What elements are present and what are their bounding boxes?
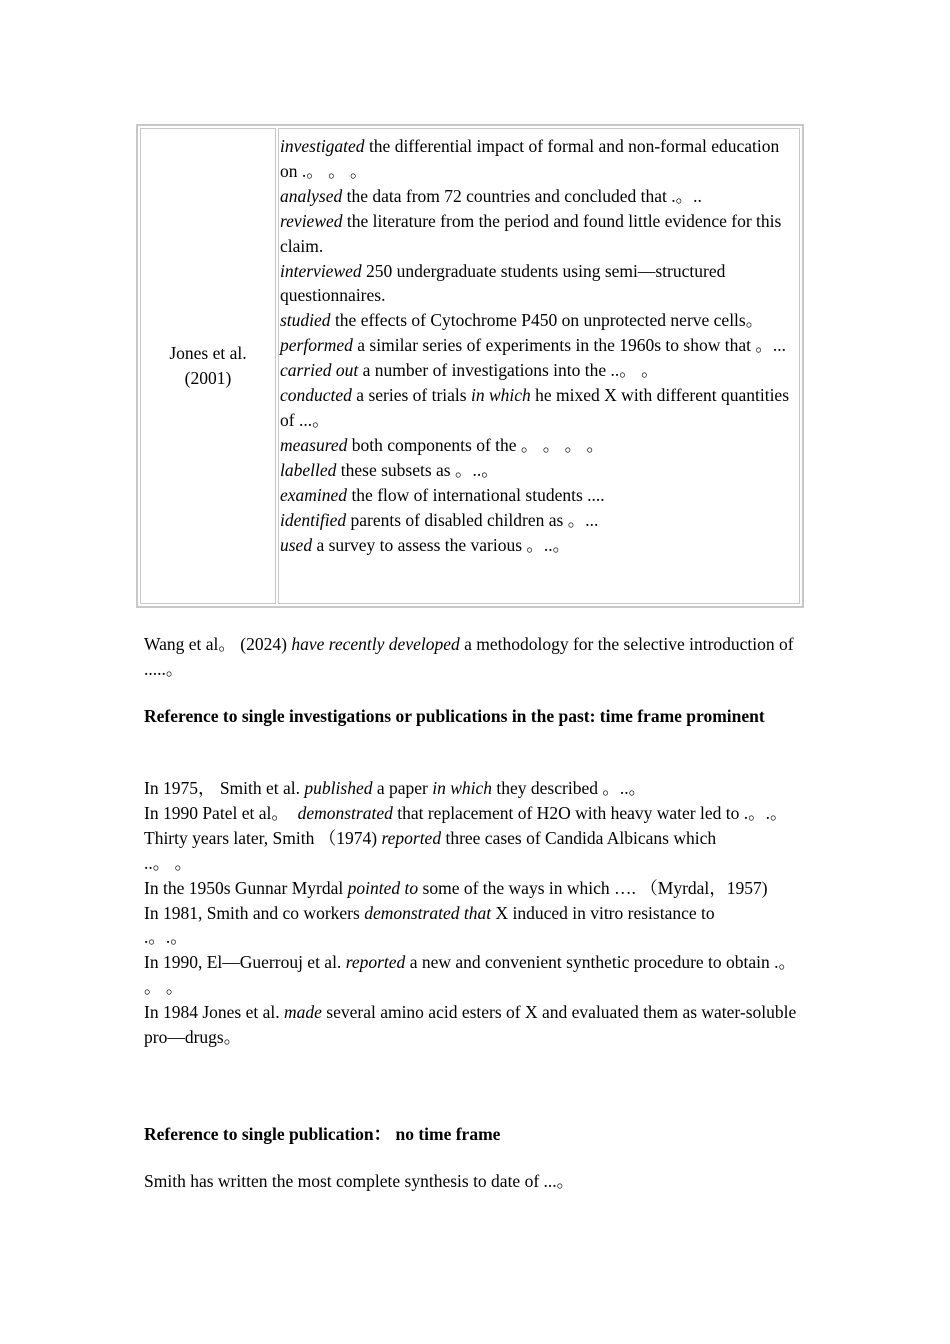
examples-cell	[278, 128, 800, 604]
past-example-line: In 1984 Jones et al. made several amino acid esters of X and evaluated them as water-soluble pro—drugs。	[144, 1002, 797, 1048]
past-example-line: In the 1950s Gunnar Myrdal pointed to some of the ways in which …. （Myrdal，1957)	[144, 877, 768, 898]
example-line: reviewed the literature from the period and found little evidence for this claim.	[280, 210, 782, 256]
past-example-line: In 1981, Smith and co workers demonstrated that X induced in vitro resistance to .。.。	[144, 902, 715, 948]
past-example-line: Thirty years later, Smith （1974) reported three cases of Candida Albicans which ..。 。	[144, 827, 717, 873]
example-line: conducted a series of trials in which he mixed X with different quantities of ...。	[280, 385, 790, 430]
author-citation: Jones et al. (2001)	[169, 343, 247, 388]
example-line: performed a similar series of experiments in the 1960s to show that 。...	[280, 335, 786, 356]
example-line: labelled these subsets as 。..。	[280, 459, 499, 480]
example-line: studied the effects of Cytochrome P450 on unprotected nerve cells。	[280, 310, 764, 331]
past-example-line: In 1990 Patel et al。 demonstrated that replacement of H2O with heavy water led to .。.。	[144, 802, 788, 823]
example-line: investigated the differential impact of formal and non-formal education on .。 。 。	[280, 136, 780, 181]
section-heading-time-frame: Reference to single investigations or publications in the past: time frame prominent	[144, 706, 765, 726]
past-example-line: In 1990, El—Guerrouj et al. reported a new and convenient synthetic procedure to obtain .。 。 。	[144, 952, 797, 998]
examples-table	[136, 124, 804, 608]
example-line: examined the flow of international students ....	[280, 484, 605, 505]
example-line: interviewed 250 undergraduate students using semi—structured questionnaires.	[280, 260, 726, 306]
author-cell	[140, 128, 276, 604]
past-examples	[144, 776, 809, 1050]
section-heading-no-time-frame: Reference to single publication： no time frame	[144, 1124, 501, 1144]
example-line: identified parents of disabled children as 。...	[280, 509, 599, 530]
final-example: Smith has written the most complete synthesis to date of ...。	[144, 1171, 575, 1191]
example-line: measured both components of the 。 。 。 。	[280, 434, 605, 455]
example-line: analysed the data from 72 countries and concluded that .。..	[280, 185, 702, 206]
example-line: used a survey to assess the various 。..。	[280, 534, 571, 555]
example-line: carried out a number of investigations into the ..。 。	[280, 360, 659, 381]
wang-paragraph: Wang et al。 (2024) have recently developed a methodology for the selective introduction of .....。	[144, 634, 794, 679]
past-example-line: In 1975， Smith et al. published a paper in which they described 。..。	[144, 778, 647, 798]
